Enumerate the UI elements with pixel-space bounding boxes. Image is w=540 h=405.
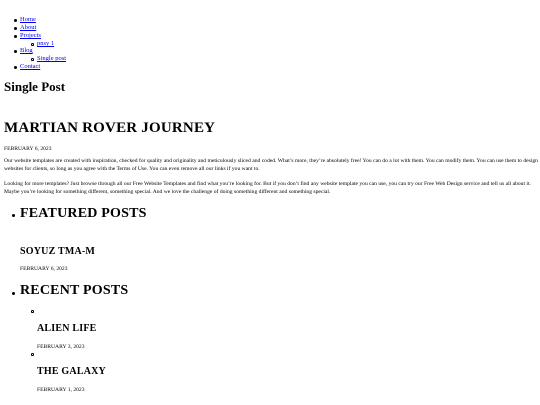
bullet-icon xyxy=(14,66,17,69)
circle-bullet-icon xyxy=(31,58,34,61)
nav-blog-sub-link[interactable]: Single post xyxy=(37,55,67,62)
recent-posts-heading: RECENT POSTS xyxy=(20,283,129,298)
circle-bullet-icon xyxy=(31,353,34,356)
recent-post-date: FEBRUARY 3, 2023 xyxy=(37,344,85,350)
bullet-icon xyxy=(14,35,17,38)
recent-post-title[interactable]: THE GALAXY xyxy=(37,366,106,377)
nav-blog-link[interactable]: Blog xyxy=(20,47,33,54)
recent-post-date: FEBRUARY 1, 2023 xyxy=(37,387,85,393)
featured-post-date: FEBRUARY 6, 2023 xyxy=(20,266,68,272)
circle-bullet-icon xyxy=(31,310,34,313)
nav-projects-link[interactable]: Projects xyxy=(20,32,41,39)
recent-post-title[interactable]: ALIEN LIFE xyxy=(37,323,97,334)
circle-bullet-icon xyxy=(31,43,34,46)
featured-post-title[interactable]: SOYUZ TMA-M xyxy=(20,246,96,257)
bullet-icon xyxy=(14,50,17,53)
post-paragraph-1: Our website templates are created with inspiration, checked for quality and originality and meticulously sliced and coded. What’s more, they’re absolutely free! You can do a lot with them. You can modify them. You can use them to design websites for clients, so long as you agree with the Terms of Use. You can even remove all our links if you want to. xyxy=(4,158,538,172)
post-title: MARTIAN ROVER JOURNEY xyxy=(4,120,216,136)
bullet-icon xyxy=(12,214,15,217)
bullet-icon xyxy=(14,27,17,30)
featured-posts-heading: FEATURED POSTS xyxy=(20,206,147,221)
nav-contact-link[interactable]: Contact xyxy=(20,63,41,70)
nav-projects-sub-link[interactable]: pnsy 1 xyxy=(37,40,55,47)
nav-home-link[interactable]: Home xyxy=(20,16,36,23)
post-paragraph-2: Looking for more templates? Just browse through all our Free Website Templates and find what you’re looking for. But if you don’t find any website template you can use, you can try our Free Web Design service and tell us all about it. Maybe you’re looking for something different, something special. And we love the challenge of doing something different and something special. xyxy=(4,181,531,195)
bullet-icon xyxy=(14,19,17,22)
post-date: FEBRUARY 6, 2023 xyxy=(4,146,52,152)
bullet-icon xyxy=(12,292,15,295)
nav-about-link[interactable]: About xyxy=(20,24,37,31)
page-title: Single Post xyxy=(4,79,66,94)
